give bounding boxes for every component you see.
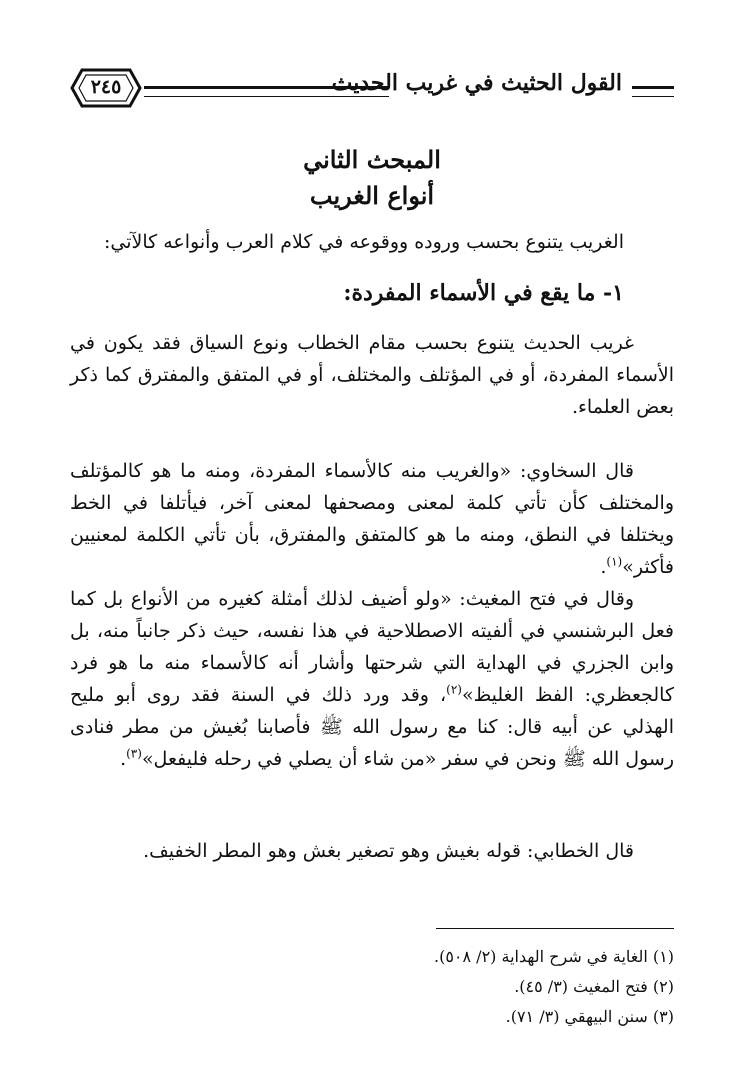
chapter-title: المبحث الثاني <box>303 145 441 174</box>
running-header <box>70 66 674 110</box>
section-heading: ١- ما يقع في الأسماء المفردة: <box>343 280 624 306</box>
intro-line: الغريب يتنوع بحسب وروده ووقوعه في كلام العرب وأنواعه كالآتي: <box>103 231 624 253</box>
footnote-ref-2: (٢) <box>446 682 462 697</box>
page-number: ٢٤٥ <box>90 76 122 98</box>
paragraph-1-text: غريب الحديث يتنوع بحسب مقام الخطاب ونوع السياق فقد يكون في الأسماء المفردة، أو في المؤتلف والمختلف، أو في المتفق والمفترق كما ذكر بعض العلماء. <box>70 332 674 418</box>
paragraph-2-text: قال السخاوي: «والغريب منه كالأسماء المفردة، ومنه ما هو كالمؤتلف والمختلف كأن تأتي كلمة لمعنى ومصحفها لمعنى آخر، فيأتلفا في الخط ويختلفا في النطق، ومنه ما هو كالمتفق والمفترق، بأن تأتي الكلمة لمعنيين فأكثر» <box>70 460 674 578</box>
book-title: القول الحثيث في غريب الحديث <box>331 70 622 96</box>
paragraph-3-text-b: ، وقد ورد ذلك في السنة فقد روى أبو مليح الهذلي عن أبيه قال: كنا مع رسول الله ﷺ فأصابنا بُغيش من مطر فنادى رسول الله ﷺ ونحن في سفر «من شاء أن يصلي في رحله فليفعل» <box>70 684 674 770</box>
paragraph-2 <box>70 455 674 583</box>
page-number-frame <box>70 66 142 110</box>
footnote-1: (١) الغاية في شرح الهداية (٢/ ٥٠٨). <box>433 947 674 966</box>
paragraph-3 <box>70 583 674 775</box>
footnote-ref-1: (١) <box>606 554 623 569</box>
chapter-subtitle: أنواع الغريب <box>309 181 435 210</box>
footnote-3: (٣) سنن البيهقي (٣/ ٧١). <box>505 1007 674 1026</box>
header-rule-middle <box>144 86 389 97</box>
paragraph-1 <box>70 327 674 423</box>
paragraph-4-text: قال الخطابي: قوله بغيش وهو تصغير بغش وهو المطر الخفيف. <box>143 840 634 862</box>
paragraph-3-end: . <box>120 748 127 770</box>
paragraph-3-text-a: وقال في فتح المغيث: «ولو أضيف لذلك أمثلة كغيره من الأنواع بل كما فعل البرشنسي في ألفيته الاصطلاحية في هذا نفسه، حيث ذكر جانباً منه، بل وابن الجزري في الهداية التي شرحتها وأشار أنه كالأسماء منه ما هو فرد كالجعظري: الفظ الغليظ» <box>70 588 675 706</box>
footnotes <box>70 942 674 1032</box>
chapter-heading <box>0 142 744 214</box>
paragraph-4 <box>70 835 674 867</box>
footnote-2: (٢) فتح المغيث (٣/ ٤٥). <box>514 977 674 996</box>
footnote-ref-3: (٣) <box>126 746 142 761</box>
footnote-separator <box>436 928 674 929</box>
header-rule-right <box>632 86 674 97</box>
paragraph-2-end: . <box>600 556 607 578</box>
